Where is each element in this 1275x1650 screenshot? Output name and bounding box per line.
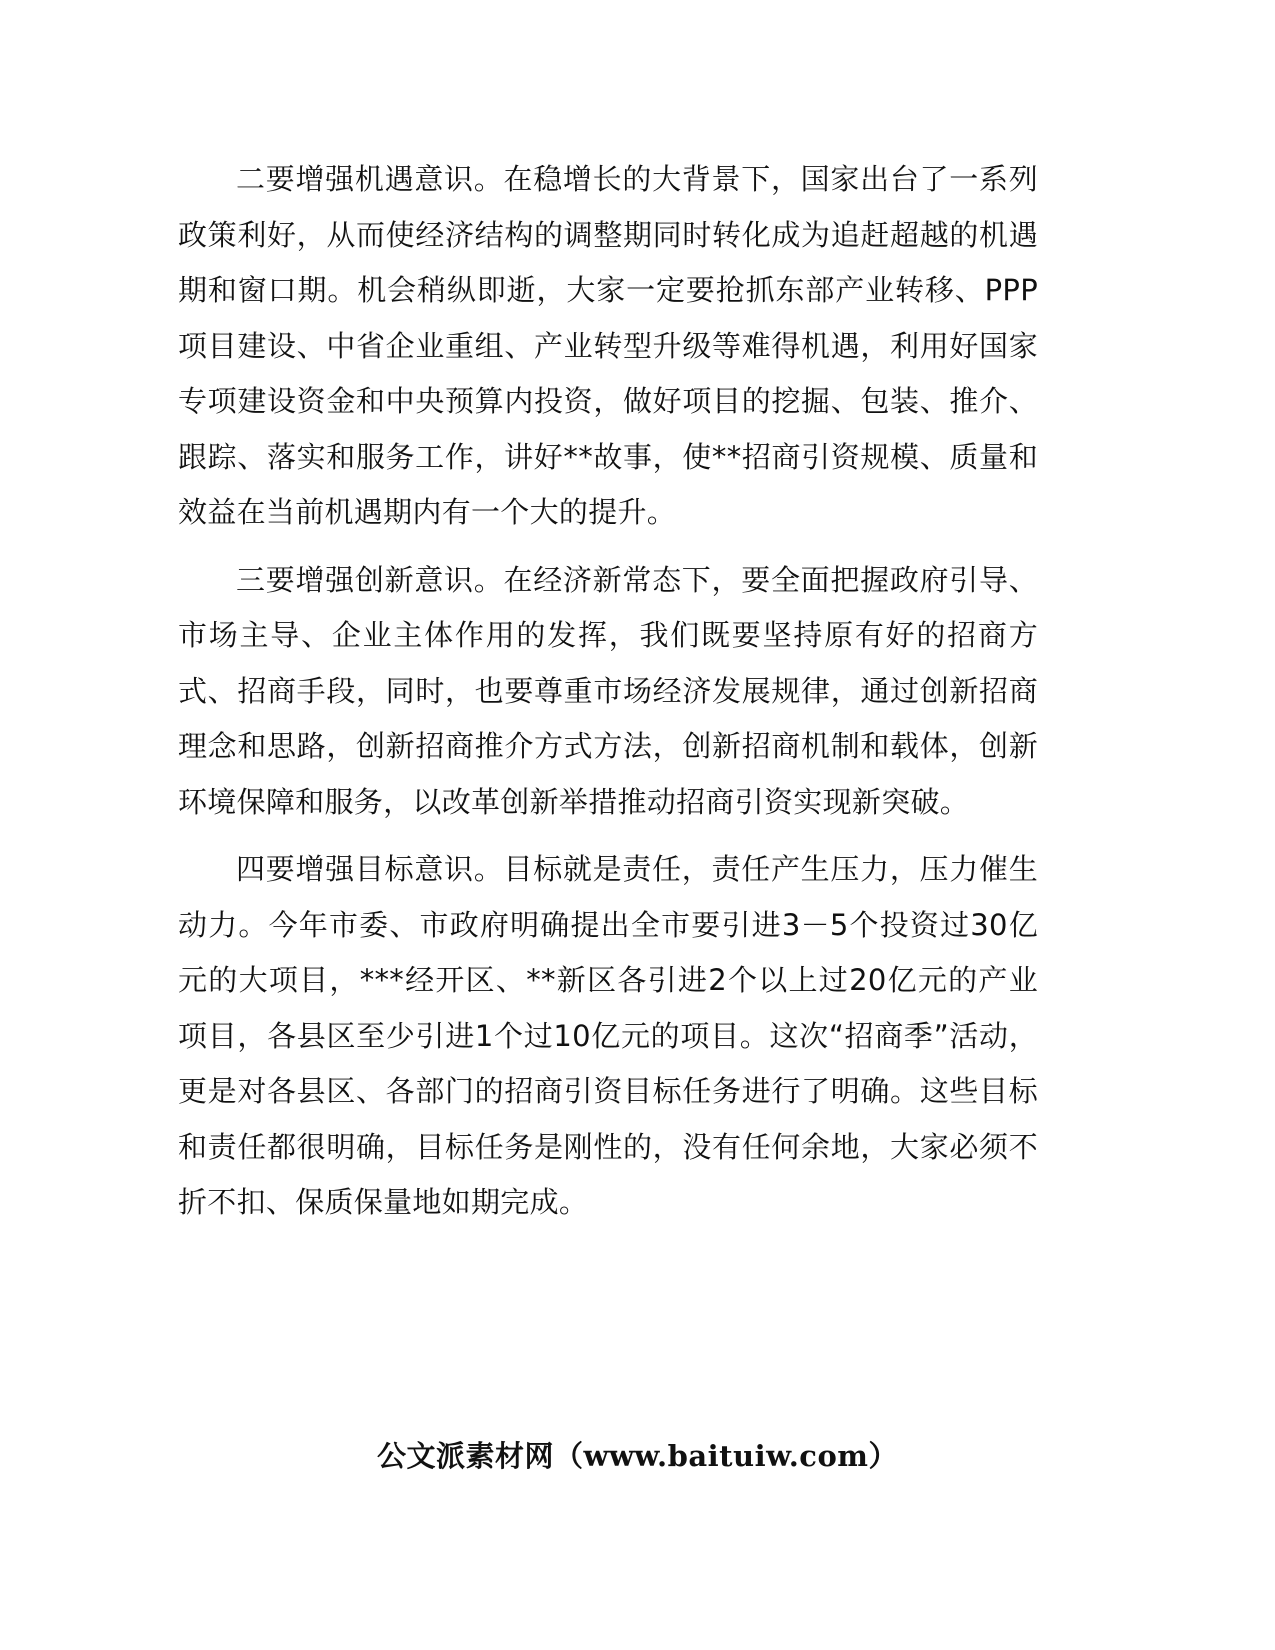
paragraph-target: 四要增强目标意识。目标就是责任，责任产生压力，压力催生动力。今年市委、市政府明确提出全市要引进3－5个投资过30亿元的大项目，***经开区、**新区各引进2个以上过20亿元的产业项目，各县区至少引进1个过10亿元的项目。这次“招商季”活动，更是对各县区、各部门的招商引资目标任务进行了明确。这些目标和责任都很明确，目标任务是刚性的，没有任何余地，大家必须不折不扣、保质保量地如期完成。 xyxy=(178,852,1038,1219)
paragraph-opportunity: 二要增强机遇意识。在稳增长的大背景下，国家出台了一系列政策利好，从而使经济结构的调整期同时转化成为追赶超越的机遇期和窗口期。机会稍纵即逝，大家一定要抢抓东部产业转移、PPP项目建设、中省企业重组、产业转型升级等难得机遇，利用好国家专项建设资金和中央预算内投资，做好项目的挖掘、包装、推介、跟踪、落实和服务工作，讲好**故事，使**招商引资规模、质量和效益在当前机遇期内有一个大的提升。 xyxy=(178,162,1038,529)
footer-source: 公文派素材网（www.baituiw.com） xyxy=(377,1439,898,1473)
paragraph-innovation: 三要增强创新意识。在经济新常态下，要全面把握政府引导、市场主导、企业主体作用的发挥，我们既要坚持原有好的招商方式、招商手段，同时，也要尊重市场经济发展规律，通过创新招商理念和思路，创新招商推介方式方法，创新招商机制和载体，创新环境保障和服务，以改革创新举措推动招商引资实现新突破。 xyxy=(178,562,1038,819)
document-body xyxy=(178,152,1038,1243)
